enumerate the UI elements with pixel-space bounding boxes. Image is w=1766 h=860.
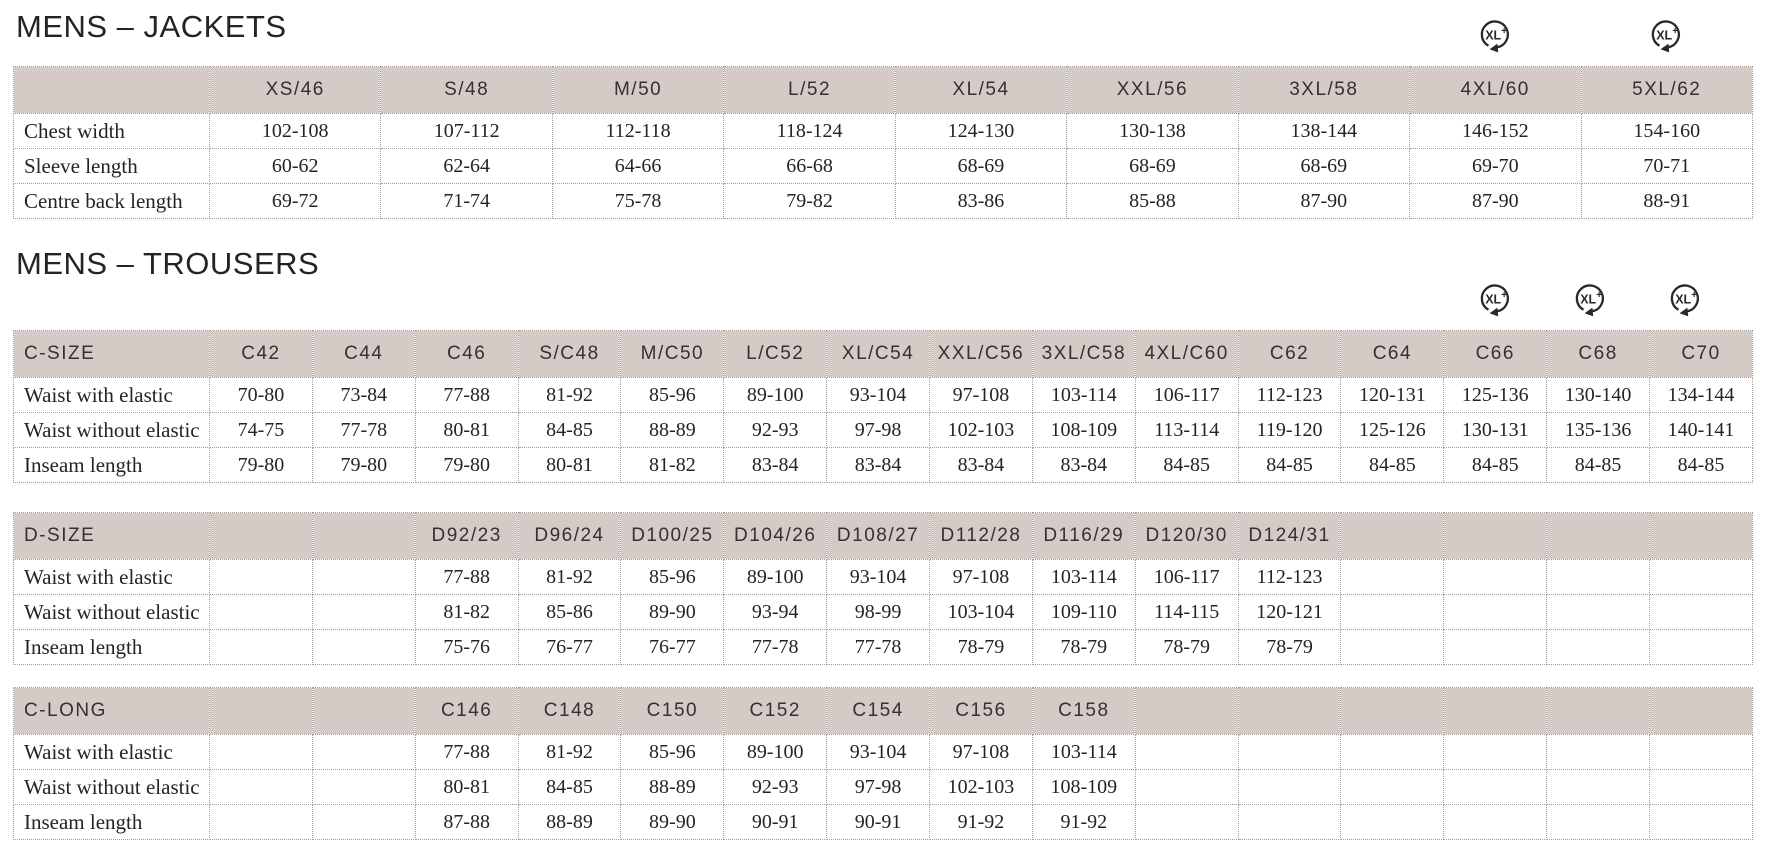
svg-text:+: + bbox=[1672, 26, 1679, 37]
row-label: Centre back length bbox=[14, 184, 210, 219]
column-header: C44 bbox=[312, 331, 415, 378]
size-value-cell: 79-82 bbox=[724, 184, 895, 219]
size-value-cell: 103-104 bbox=[930, 595, 1033, 630]
size-value-cell: 103-114 bbox=[1032, 735, 1135, 770]
size-value-cell bbox=[1135, 805, 1238, 840]
trousers-section-title: MENS – TROUSERS bbox=[16, 246, 320, 281]
size-value-cell bbox=[210, 560, 313, 595]
table-row bbox=[14, 448, 1753, 483]
xl-plus-sizes-icon bbox=[1476, 280, 1514, 318]
size-value-cell bbox=[1547, 560, 1650, 595]
svg-text:XL: XL bbox=[1656, 28, 1673, 43]
size-value-cell: 113-114 bbox=[1135, 413, 1238, 448]
column-header: C156 bbox=[930, 688, 1033, 735]
column-header: 5XL/62 bbox=[1581, 67, 1753, 114]
size-value-cell: 76-77 bbox=[518, 630, 621, 665]
size-value-cell: 98-99 bbox=[827, 595, 930, 630]
table-row bbox=[14, 413, 1753, 448]
size-value-cell: 103-114 bbox=[1032, 560, 1135, 595]
column-header: D116/29 bbox=[1032, 513, 1135, 560]
column-header bbox=[1341, 513, 1444, 560]
size-value-cell: 130-138 bbox=[1067, 114, 1238, 149]
size-value-cell: 85-96 bbox=[621, 735, 724, 770]
arrowhead bbox=[1490, 308, 1499, 317]
size-value-cell: 89-100 bbox=[724, 735, 827, 770]
size-value-cell bbox=[1650, 595, 1753, 630]
size-value-cell: 102-103 bbox=[930, 413, 1033, 448]
size-value-cell: 84-85 bbox=[1238, 448, 1341, 483]
jackets-section-title: MENS – JACKETS bbox=[16, 9, 287, 44]
size-value-cell: 84-85 bbox=[1341, 448, 1444, 483]
size-value-cell: 91-92 bbox=[930, 805, 1033, 840]
column-header bbox=[1650, 513, 1753, 560]
size-value-cell: 134-144 bbox=[1650, 378, 1753, 413]
size-value-cell: 68-69 bbox=[1067, 149, 1238, 184]
size-value-cell bbox=[1341, 805, 1444, 840]
arrowhead bbox=[1490, 44, 1499, 53]
header-row bbox=[14, 67, 1753, 114]
size-value-cell bbox=[1135, 735, 1238, 770]
size-value-cell: 83-84 bbox=[724, 448, 827, 483]
size-value-cell bbox=[1238, 735, 1341, 770]
column-header bbox=[14, 67, 210, 114]
table-row bbox=[14, 149, 1753, 184]
column-header: XXL/C56 bbox=[930, 331, 1033, 378]
column-header bbox=[1547, 513, 1650, 560]
size-value-cell bbox=[1135, 770, 1238, 805]
size-value-cell bbox=[1547, 735, 1650, 770]
column-header: 3XL/58 bbox=[1238, 67, 1409, 114]
size-value-cell: 97-98 bbox=[827, 770, 930, 805]
size-value-cell: 68-69 bbox=[895, 149, 1066, 184]
column-header: C-LONG bbox=[14, 688, 210, 735]
size-value-cell bbox=[210, 630, 313, 665]
size-value-cell: 146-152 bbox=[1410, 114, 1581, 149]
size-value-cell: 77-88 bbox=[415, 735, 518, 770]
column-header: S/48 bbox=[381, 67, 552, 114]
size-value-cell: 87-88 bbox=[415, 805, 518, 840]
size-value-cell: 87-90 bbox=[1410, 184, 1581, 219]
size-value-cell: 85-86 bbox=[518, 595, 621, 630]
size-value-cell bbox=[1650, 630, 1753, 665]
size-value-cell: 88-89 bbox=[621, 770, 724, 805]
size-value-cell: 84-85 bbox=[518, 413, 621, 448]
size-value-cell: 81-92 bbox=[518, 378, 621, 413]
xl-plus-sizes-icon bbox=[1647, 16, 1685, 54]
size-value-cell: 69-72 bbox=[210, 184, 381, 219]
size-value-cell: 87-90 bbox=[1238, 184, 1409, 219]
size-value-cell: 97-98 bbox=[827, 413, 930, 448]
size-value-cell bbox=[312, 805, 415, 840]
column-header bbox=[1238, 688, 1341, 735]
column-header bbox=[312, 688, 415, 735]
size-value-cell bbox=[1444, 595, 1547, 630]
size-value-cell bbox=[210, 805, 313, 840]
table-row bbox=[14, 770, 1753, 805]
size-value-cell: 77-88 bbox=[415, 378, 518, 413]
size-value-cell: 81-82 bbox=[621, 448, 724, 483]
size-value-cell bbox=[1547, 630, 1650, 665]
svg-text:XL: XL bbox=[1485, 292, 1502, 307]
column-header: D-SIZE bbox=[14, 513, 210, 560]
size-value-cell: 83-84 bbox=[930, 448, 1033, 483]
row-label: Waist without elastic bbox=[14, 413, 210, 448]
size-value-cell: 112-123 bbox=[1238, 560, 1341, 595]
size-value-cell: 84-85 bbox=[1650, 448, 1753, 483]
size-value-cell: 85-88 bbox=[1067, 184, 1238, 219]
d-size-table bbox=[13, 512, 1753, 665]
column-header: L/C52 bbox=[724, 331, 827, 378]
size-value-cell: 64-66 bbox=[552, 149, 723, 184]
size-value-cell: 135-136 bbox=[1547, 413, 1650, 448]
size-value-cell: 81-82 bbox=[415, 595, 518, 630]
size-value-cell: 77-78 bbox=[827, 630, 930, 665]
column-header: S/C48 bbox=[518, 331, 621, 378]
column-header: C68 bbox=[1547, 331, 1650, 378]
size-value-cell: 75-76 bbox=[415, 630, 518, 665]
size-value-cell: 112-123 bbox=[1238, 378, 1341, 413]
size-value-cell: 91-92 bbox=[1032, 805, 1135, 840]
column-header bbox=[1547, 688, 1650, 735]
column-header bbox=[1341, 688, 1444, 735]
size-value-cell: 77-88 bbox=[415, 560, 518, 595]
table-row bbox=[14, 805, 1753, 840]
size-value-cell: 74-75 bbox=[210, 413, 313, 448]
size-value-cell: 83-84 bbox=[827, 448, 930, 483]
xl-plus-sizes-icon bbox=[1666, 280, 1704, 318]
size-value-cell: 120-121 bbox=[1238, 595, 1341, 630]
column-header: XS/46 bbox=[210, 67, 381, 114]
column-header bbox=[1444, 688, 1547, 735]
size-value-cell: 92-93 bbox=[724, 413, 827, 448]
column-header: C42 bbox=[210, 331, 313, 378]
size-value-cell: 84-85 bbox=[518, 770, 621, 805]
size-value-cell bbox=[1341, 770, 1444, 805]
svg-text:XL: XL bbox=[1675, 292, 1692, 307]
arrowhead bbox=[1680, 308, 1689, 317]
size-value-cell: 102-108 bbox=[210, 114, 381, 149]
size-value-cell bbox=[1341, 595, 1444, 630]
column-header: C158 bbox=[1032, 688, 1135, 735]
size-value-cell: 93-104 bbox=[827, 735, 930, 770]
column-header: C154 bbox=[827, 688, 930, 735]
size-value-cell bbox=[312, 560, 415, 595]
size-value-cell: 81-92 bbox=[518, 735, 621, 770]
size-value-cell: 130-131 bbox=[1444, 413, 1547, 448]
header-row bbox=[14, 331, 1753, 378]
size-value-cell: 88-91 bbox=[1581, 184, 1753, 219]
size-value-cell: 89-100 bbox=[724, 560, 827, 595]
size-value-cell: 112-118 bbox=[552, 114, 723, 149]
size-value-cell bbox=[312, 595, 415, 630]
size-value-cell: 78-79 bbox=[1238, 630, 1341, 665]
size-value-cell bbox=[210, 770, 313, 805]
column-header bbox=[1444, 513, 1547, 560]
size-value-cell: 70-80 bbox=[210, 378, 313, 413]
size-value-cell bbox=[1444, 560, 1547, 595]
column-header: M/C50 bbox=[621, 331, 724, 378]
column-header: C62 bbox=[1238, 331, 1341, 378]
column-header: C66 bbox=[1444, 331, 1547, 378]
column-header: D108/27 bbox=[827, 513, 930, 560]
size-value-cell: 103-114 bbox=[1032, 378, 1135, 413]
column-header bbox=[1135, 688, 1238, 735]
row-label: Waist without elastic bbox=[14, 770, 210, 805]
size-value-cell: 68-69 bbox=[1238, 149, 1409, 184]
svg-text:+: + bbox=[1501, 290, 1508, 301]
size-value-cell bbox=[1650, 560, 1753, 595]
column-header: 3XL/C58 bbox=[1032, 331, 1135, 378]
size-value-cell: 93-104 bbox=[827, 560, 930, 595]
size-value-cell: 119-120 bbox=[1238, 413, 1341, 448]
c-long-table bbox=[13, 687, 1753, 840]
size-value-cell: 84-85 bbox=[1444, 448, 1547, 483]
size-value-cell bbox=[1444, 630, 1547, 665]
size-value-cell: 89-90 bbox=[621, 595, 724, 630]
size-value-cell: 89-100 bbox=[724, 378, 827, 413]
size-value-cell: 97-108 bbox=[930, 378, 1033, 413]
row-label: Waist with elastic bbox=[14, 560, 210, 595]
size-value-cell: 89-90 bbox=[621, 805, 724, 840]
size-value-cell bbox=[1547, 805, 1650, 840]
column-header bbox=[210, 688, 313, 735]
size-value-cell: 90-91 bbox=[827, 805, 930, 840]
size-value-cell: 138-144 bbox=[1238, 114, 1409, 149]
svg-text:XL: XL bbox=[1580, 292, 1597, 307]
column-header bbox=[210, 513, 313, 560]
column-header: C-SIZE bbox=[14, 331, 210, 378]
svg-text:+: + bbox=[1501, 26, 1508, 37]
size-value-cell: 80-81 bbox=[415, 413, 518, 448]
row-label: Chest width bbox=[14, 114, 210, 149]
column-header: C152 bbox=[724, 688, 827, 735]
size-value-cell: 140-141 bbox=[1650, 413, 1753, 448]
table-row bbox=[14, 630, 1753, 665]
size-value-cell: 125-136 bbox=[1444, 378, 1547, 413]
column-header: C148 bbox=[518, 688, 621, 735]
column-header: C70 bbox=[1650, 331, 1753, 378]
trousers-section bbox=[0, 246, 1766, 840]
table-row bbox=[14, 595, 1753, 630]
table-row bbox=[14, 184, 1753, 219]
size-value-cell: 83-84 bbox=[1032, 448, 1135, 483]
column-header: M/50 bbox=[552, 67, 723, 114]
row-label: Inseam length bbox=[14, 805, 210, 840]
size-value-cell bbox=[210, 735, 313, 770]
column-header: XXL/56 bbox=[1067, 67, 1238, 114]
column-header: C46 bbox=[415, 331, 518, 378]
size-value-cell: 79-80 bbox=[312, 448, 415, 483]
size-value-cell: 102-103 bbox=[930, 770, 1033, 805]
column-header: L/52 bbox=[724, 67, 895, 114]
column-header: C150 bbox=[621, 688, 724, 735]
size-value-cell bbox=[1238, 770, 1341, 805]
size-value-cell bbox=[1650, 735, 1753, 770]
column-header bbox=[312, 513, 415, 560]
size-value-cell: 79-80 bbox=[415, 448, 518, 483]
size-value-cell: 81-92 bbox=[518, 560, 621, 595]
column-header: XL/C54 bbox=[827, 331, 930, 378]
size-value-cell: 84-85 bbox=[1135, 448, 1238, 483]
row-label: Waist with elastic bbox=[14, 735, 210, 770]
size-value-cell: 120-131 bbox=[1341, 378, 1444, 413]
size-value-cell: 84-85 bbox=[1547, 448, 1650, 483]
size-value-cell bbox=[312, 735, 415, 770]
size-value-cell: 75-78 bbox=[552, 184, 723, 219]
xl-plus-sizes-icon bbox=[1571, 280, 1609, 318]
column-header: D124/31 bbox=[1238, 513, 1341, 560]
size-value-cell: 60-62 bbox=[210, 149, 381, 184]
column-header: 4XL/60 bbox=[1410, 67, 1581, 114]
column-header: D104/26 bbox=[724, 513, 827, 560]
row-label: Sleeve length bbox=[14, 149, 210, 184]
size-value-cell: 90-91 bbox=[724, 805, 827, 840]
size-value-cell: 114-115 bbox=[1135, 595, 1238, 630]
column-header: C146 bbox=[415, 688, 518, 735]
size-value-cell: 78-79 bbox=[1135, 630, 1238, 665]
size-value-cell: 88-89 bbox=[518, 805, 621, 840]
size-value-cell: 130-140 bbox=[1547, 378, 1650, 413]
size-value-cell: 108-109 bbox=[1032, 770, 1135, 805]
size-value-cell: 125-126 bbox=[1341, 413, 1444, 448]
row-label: Inseam length bbox=[14, 630, 210, 665]
table-row bbox=[14, 735, 1753, 770]
size-value-cell: 108-109 bbox=[1032, 413, 1135, 448]
row-label: Waist without elastic bbox=[14, 595, 210, 630]
size-value-cell: 85-96 bbox=[621, 560, 724, 595]
size-value-cell: 118-124 bbox=[724, 114, 895, 149]
size-value-cell: 77-78 bbox=[724, 630, 827, 665]
size-value-cell: 124-130 bbox=[895, 114, 1066, 149]
svg-text:XL: XL bbox=[1485, 28, 1502, 43]
size-value-cell bbox=[312, 770, 415, 805]
size-value-cell: 97-108 bbox=[930, 560, 1033, 595]
size-value-cell: 97-108 bbox=[930, 735, 1033, 770]
table-row bbox=[14, 560, 1753, 595]
arrowhead bbox=[1661, 44, 1670, 53]
size-value-cell: 93-104 bbox=[827, 378, 930, 413]
size-value-cell bbox=[1547, 595, 1650, 630]
table-row bbox=[14, 114, 1753, 149]
size-value-cell: 106-117 bbox=[1135, 560, 1238, 595]
size-value-cell bbox=[1444, 805, 1547, 840]
size-value-cell: 80-81 bbox=[518, 448, 621, 483]
size-value-cell: 76-77 bbox=[621, 630, 724, 665]
arrowhead bbox=[1585, 308, 1594, 317]
column-header: D112/28 bbox=[930, 513, 1033, 560]
size-value-cell: 73-84 bbox=[312, 378, 415, 413]
size-value-cell: 78-79 bbox=[1032, 630, 1135, 665]
column-header: D120/30 bbox=[1135, 513, 1238, 560]
size-value-cell: 71-74 bbox=[381, 184, 552, 219]
table-row bbox=[14, 378, 1753, 413]
c-size-table bbox=[13, 330, 1753, 483]
size-value-cell bbox=[1341, 560, 1444, 595]
column-header: XL/54 bbox=[895, 67, 1066, 114]
column-header: 4XL/C60 bbox=[1135, 331, 1238, 378]
size-value-cell bbox=[210, 595, 313, 630]
size-value-cell: 79-80 bbox=[210, 448, 313, 483]
size-value-cell: 83-86 bbox=[895, 184, 1066, 219]
size-value-cell: 77-78 bbox=[312, 413, 415, 448]
size-value-cell bbox=[1547, 770, 1650, 805]
svg-text:+: + bbox=[1596, 290, 1603, 301]
size-value-cell: 88-89 bbox=[621, 413, 724, 448]
xl-plus-sizes-icon bbox=[1476, 16, 1514, 54]
size-value-cell bbox=[1238, 805, 1341, 840]
size-value-cell: 107-112 bbox=[381, 114, 552, 149]
row-label: Waist with elastic bbox=[14, 378, 210, 413]
column-header: D96/24 bbox=[518, 513, 621, 560]
column-header: D100/25 bbox=[621, 513, 724, 560]
size-value-cell: 62-64 bbox=[381, 149, 552, 184]
row-label: Inseam length bbox=[14, 448, 210, 483]
size-value-cell: 92-93 bbox=[724, 770, 827, 805]
size-value-cell bbox=[312, 630, 415, 665]
size-value-cell: 70-71 bbox=[1581, 149, 1753, 184]
size-value-cell: 69-70 bbox=[1410, 149, 1581, 184]
size-value-cell: 66-68 bbox=[724, 149, 895, 184]
column-header: D92/23 bbox=[415, 513, 518, 560]
size-value-cell bbox=[1341, 735, 1444, 770]
size-value-cell: 93-94 bbox=[724, 595, 827, 630]
column-header bbox=[1650, 688, 1753, 735]
size-value-cell bbox=[1650, 805, 1753, 840]
size-value-cell: 80-81 bbox=[415, 770, 518, 805]
svg-text:+: + bbox=[1691, 290, 1698, 301]
size-value-cell bbox=[1444, 735, 1547, 770]
size-value-cell: 106-117 bbox=[1135, 378, 1238, 413]
size-value-cell bbox=[1341, 630, 1444, 665]
size-value-cell bbox=[1444, 770, 1547, 805]
size-value-cell: 85-96 bbox=[621, 378, 724, 413]
size-value-cell: 78-79 bbox=[930, 630, 1033, 665]
size-value-cell bbox=[1650, 770, 1753, 805]
header-row bbox=[14, 513, 1753, 560]
size-value-cell: 154-160 bbox=[1581, 114, 1753, 149]
header-row bbox=[14, 688, 1753, 735]
size-value-cell: 109-110 bbox=[1032, 595, 1135, 630]
jackets-size-table bbox=[13, 66, 1753, 219]
column-header: C64 bbox=[1341, 331, 1444, 378]
